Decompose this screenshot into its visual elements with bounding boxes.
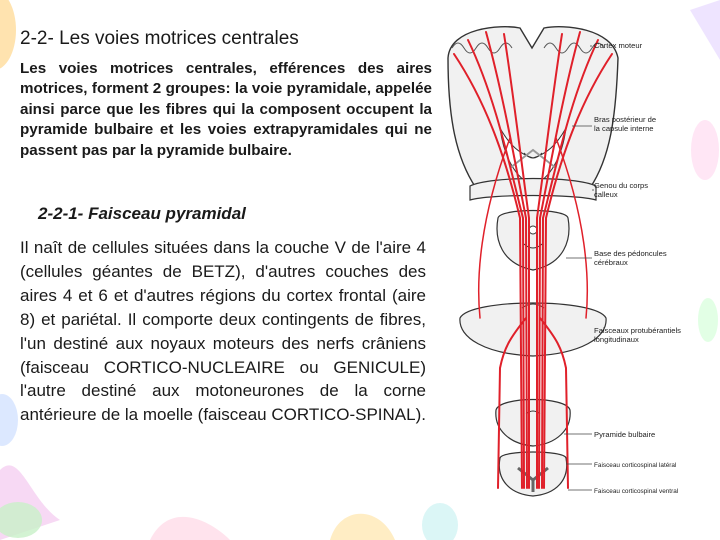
label-bras-posterieur: Bras postérieur de xyxy=(594,115,657,124)
intro-paragraph: Les voies motrices centrales, efférences des aires motrices, forment 2 groupes: la voie pyramidale, appelée ainsi parce que les fibres qui la composent occupent la pyramide bulbaire et les voies extrapyramidales qui ne passent pas par la pyramide bulbaire. xyxy=(20,60,432,159)
label-faisceaux-protuberantiels: Faisceaux protubérantiels xyxy=(594,326,681,335)
peduncle-section xyxy=(497,211,569,271)
label-genou: Genou du corps xyxy=(594,181,649,190)
corpus-callosum-section xyxy=(470,179,596,201)
medulla-section xyxy=(496,400,570,447)
label-cortex-moteur: Cortex moteur xyxy=(594,41,643,50)
body-paragraph: Il naît de cellules situées dans la couche V de l'aire 4 (cellules géantes de BETZ), d'autres couches des aires 4 et 6 et d'autres régions du cortex frontal (aire 8) et pariétal. Il comporte deux contingents de fibres, l'un destiné aux noyaux moteurs des nerfs crâniens (faisceau CORTICO-NUCLEAIRE ou GENICULE) l'autre destiné aux motoneurones de la corne antérieure de la moelle (faisceau CORTICO-SPINAL). xyxy=(20,238,426,425)
pons-section xyxy=(460,303,606,356)
label-cerebraux: cérébraux xyxy=(594,258,628,267)
pyramidal-tract-diagram xyxy=(440,18,720,500)
label-calleux: calleux xyxy=(594,190,618,199)
label-longitudinaux: longitudinaux xyxy=(594,335,639,344)
subsection-heading: 2-2-1- Faisceau pyramidal xyxy=(38,204,246,223)
label-pyramide-bulbaire: Pyramide bulbaire xyxy=(594,430,656,439)
label-corticospinal-ventral: Faisceau corticospinal ventral xyxy=(594,488,679,495)
label-base-pedoncules: Base des pédoncules xyxy=(594,249,667,258)
section-heading: 2-2- Les voies motrices centrales xyxy=(20,28,299,49)
label-capsule-interne: la capsule interne xyxy=(594,124,654,133)
spinal-cord-section xyxy=(499,452,566,496)
label-corticospinal-lateral: Faisceau corticospinal latéral xyxy=(594,462,677,469)
